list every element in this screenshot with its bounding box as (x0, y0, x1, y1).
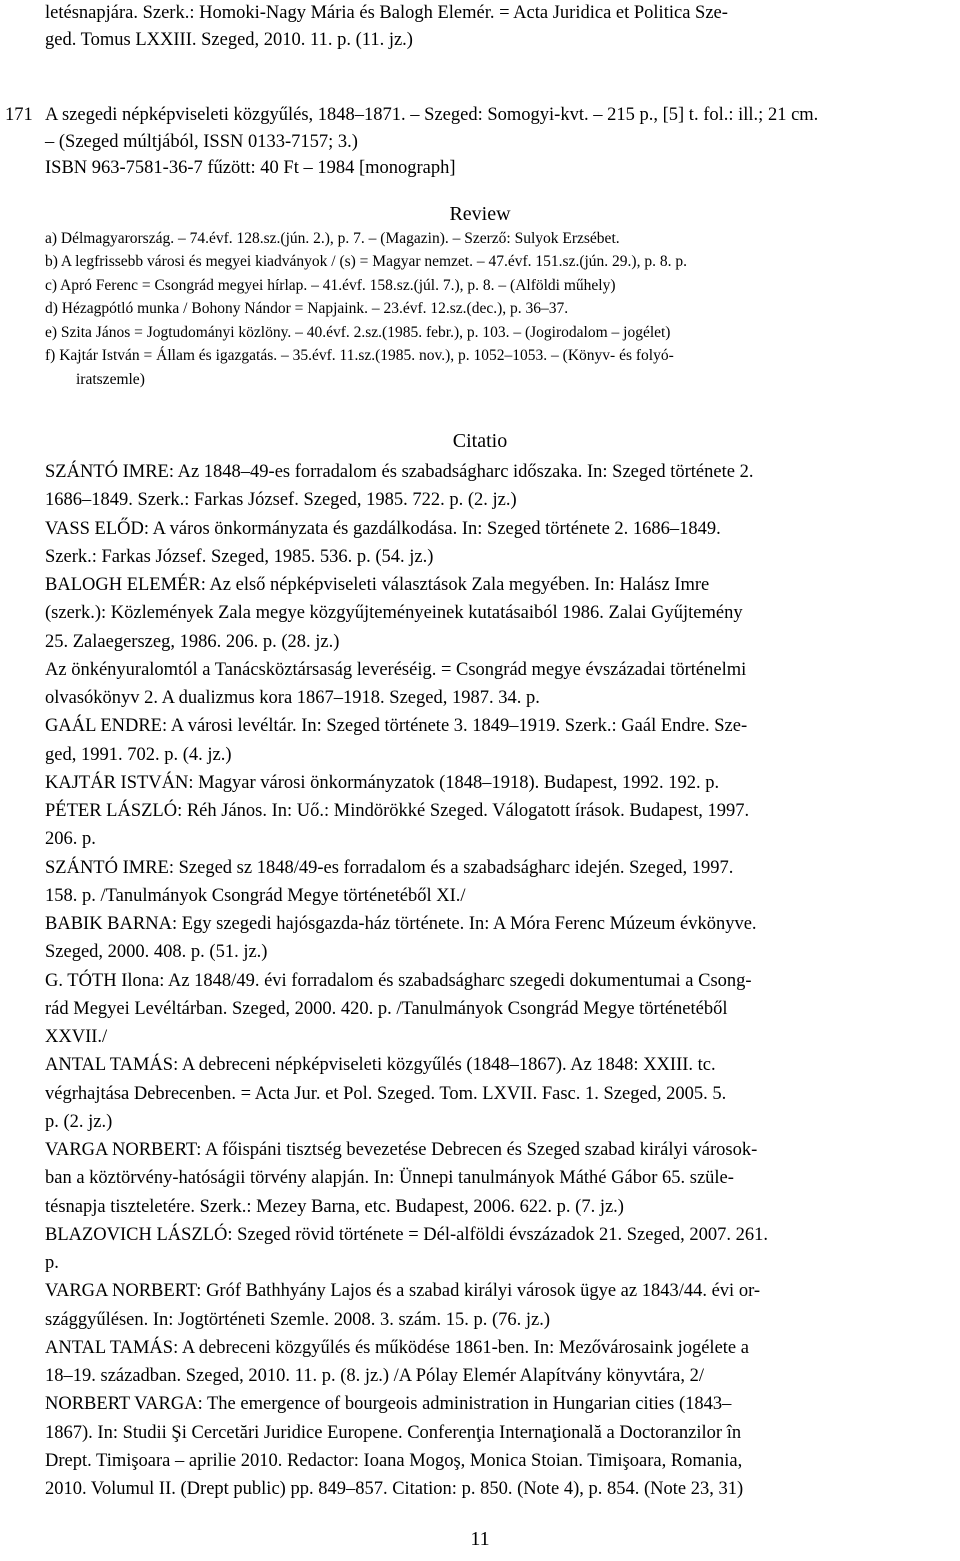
entry-line-3: ISBN 963-7581-36-7 fűzött: 40 Ft – 1984 [monograph] (45, 158, 456, 178)
citation-line: KAJTÁR ISTVÁN: Magyar városi önkormányzatok (1848–1918). Budapest, 1992. 192. p. (45, 773, 720, 793)
citation-line: szággyűlésen. In: Jogtörténeti Szemle. 2008. 3. szám. 15. p. (76. jz.) (45, 1310, 551, 1330)
citation-line: (szerk.): Közlemények Zala megye közgyűjteményeinek kutatásaiból 1986. Zalai Gyűjtemény (45, 603, 743, 623)
review-item-f: f) Kajtár István = Állam és igazgatás. – 35.évf. 11.sz.(1985. nov.), p. 1052–1053. – (Könyv- és folyó- (45, 347, 674, 364)
citation-line: SZÁNTÓ IMRE: Az 1848–49-es forradalom és szabadságharc időszaka. In: Szeged története 2. (45, 462, 754, 482)
citation-line: tésnapja tiszteletére. Szerk.: Mezey Barna, etc. Budapest, 2006. 622. p. (7. jz.) (45, 1197, 624, 1217)
citation-line: NORBERT VARGA: The emergence of bourgeois administration in Hungarian cities (1843– (45, 1394, 732, 1414)
citation-line: 25. Zalaegerszeg, 1986. 206. p. (28. jz.) (45, 632, 340, 652)
citation-line: 2010. Volumul II. (Drept public) pp. 849–857. Citation: p. 850. (Note 4), p. 854. (Note 23, 31) (45, 1479, 744, 1499)
citation-line: ANTAL TAMÁS: A debreceni közgyűlés és működése 1861-ben. In: Mezővárosaink jogélete a (45, 1338, 749, 1358)
top-line-1: letésnapjára. Szerk.: Homoki-Nagy Mária és Balogh Elemér. = Acta Juridica et Politica Sze- (45, 3, 728, 23)
citation-line: végrhajtása Debrecenben. = Acta Jur. et Pol. Szeged. Tom. LXVII. Fasc. 1. Szeged, 2005. 5. (45, 1084, 727, 1104)
citation-line: 1686–1849. Szerk.: Farkas József. Szeged, 1985. 722. p. (2. jz.) (45, 490, 517, 510)
entry-number: 171 (5, 105, 33, 125)
citation-line: 206. p. (45, 829, 96, 849)
citation-line: rád Megyei Levéltárban. Szeged, 2000. 420. p. /Tanulmányok Csongrád Megye történetéből (45, 999, 728, 1019)
citation-line: 1867). In: Studii Şi Cercetări Juridice Europene. Conferenţia Internaţională a Doctoranzilor în (45, 1423, 742, 1443)
citation-line: BALOGH ELEMÉR: Az első népképviseleti választások Zala megyében. In: Halász Imre (45, 575, 710, 595)
entry-line-2: – (Szeged múltjából, ISSN 0133-7157; 3.) (45, 132, 358, 152)
citation-line: VASS ELŐD: A város önkormányzata és gazdálkodása. In: Szeged története 2. 1686–1849. (45, 519, 721, 539)
citation-line: Az önkényuralomtól a Tanácsköztársaság leveréséig. = Csongrád megye évszázadai történelmi (45, 660, 747, 680)
citation-line: Szeged, 2000. 408. p. (51. jz.) (45, 942, 268, 962)
citation-line: BLAZOVICH LÁSZLÓ: Szeged rövid története = Dél-alföldi évszázadok 21. Szeged, 2007. 261. (45, 1225, 769, 1245)
citation-line: VARGA NORBERT: Gróf Bathhyány Lajos és a szabad királyi városok ügye az 1843/44. évi or- (45, 1281, 761, 1301)
citation-line: SZÁNTÓ IMRE: Szeged sz 1848/49-es forradalom és a szabadságharc idején. Szeged, 1997. (45, 858, 734, 878)
citation-line: 18–19. században. Szeged, 2010. 11. p. (8. jz.) /A Pólay Elemér Alapítvány könyvtára, 2/ (45, 1366, 704, 1386)
citation-line: BABIK BARNA: Egy szegedi hajósgazda-ház története. In: A Móra Ferenc Múzeum évkönyve. (45, 914, 757, 934)
review-heading: Review (449, 203, 511, 225)
page-number: 11 (470, 1528, 490, 1550)
citation-line: 158. p. /Tanulmányok Csongrád Megye történetéből XI./ (45, 886, 466, 906)
citation-line: p. (45, 1253, 59, 1273)
citation-line: ANTAL TAMÁS: A debreceni népképviseleti közgyűlés (1848–1867). Az 1848: XXIII. tc. (45, 1055, 716, 1075)
citation-line: GAÁL ENDRE: A városi levéltár. In: Szeged története 3. 1849–1919. Szerk.: Gaál Endre. Sze- (45, 716, 748, 736)
review-item-f-cont: iratszemle) (76, 371, 145, 388)
review-item-a: a) Délmagyarország. – 74.évf. 128.sz.(jún. 2.), p. 7. – (Magazin). – Szerző: Sulyok Erzsébet. (45, 230, 620, 247)
entry-line-1: A szegedi népképviseleti közgyűlés, 1848–1871. – Szeged: Somogyi-kvt. – 215 p., [5] t. fol.: ill.; 21 cm. (45, 105, 819, 125)
citation-line: PÉTER LÁSZLÓ: Réh János. In: Uő.: Mindörökké Szeged. Válogatott írások. Budapest, 1997. (45, 801, 750, 821)
citation-line: Szerk.: Farkas József. Szeged, 1985. 536. p. (54. jz.) (45, 547, 434, 567)
review-item-e: e) Szita János = Jogtudományi közlöny. – 40.évf. 2.sz.(1985. febr.), p. 103. – (Jogirodalom – jogélet) (45, 324, 671, 341)
review-item-b: b) A legfrissebb városi és megyei kiadványok / (s) = Magyar nemzet. – 47.évf. 151.sz.(jún. 29.), p. 8. p. (45, 253, 687, 270)
citation-line: XXVII./ (45, 1027, 108, 1047)
citatio-heading: Citatio (452, 430, 508, 452)
review-item-d: d) Hézagpótló munka / Bohony Nándor = Napjaink. – 23.évf. 12.sz.(dec.), p. 36–37. (45, 300, 569, 317)
citation-line: VARGA NORBERT: A főispáni tisztség bevezetése Debrecen és Szeged szabad királyi városok- (45, 1140, 758, 1160)
citation-line: ged, 1991. 702. p. (4. jz.) (45, 745, 232, 765)
citation-line: Drept. Timişoara – aprilie 2010. Redactor: Ioana Mogoş, Monica Stoian. Timişoara, Romania, (45, 1451, 743, 1471)
citation-line: G. TÓTH Ilona: Az 1848/49. évi forradalom és szabadságharc szegedi dokumentumai a Csong- (45, 971, 752, 991)
citation-line: p. (2. jz.) (45, 1112, 113, 1132)
citation-line: olvasókönyv 2. A dualizmus kora 1867–1918. Szeged, 1987. 34. p. (45, 688, 540, 708)
review-item-c: c) Apró Ferenc = Csongrád megyei hírlap. – 41.évf. 158.sz.(júl. 7.), p. 8. – (Alföldi műhely) (45, 277, 616, 294)
top-line-2: ged. Tomus LXXIII. Szeged, 2010. 11. p. (11. jz.) (45, 30, 413, 50)
citation-line: ban a köztörvény-hatóságii törvény alapján. In: Ünnepi tanulmányok Máthé Gábor 65. szüle- (45, 1168, 734, 1188)
